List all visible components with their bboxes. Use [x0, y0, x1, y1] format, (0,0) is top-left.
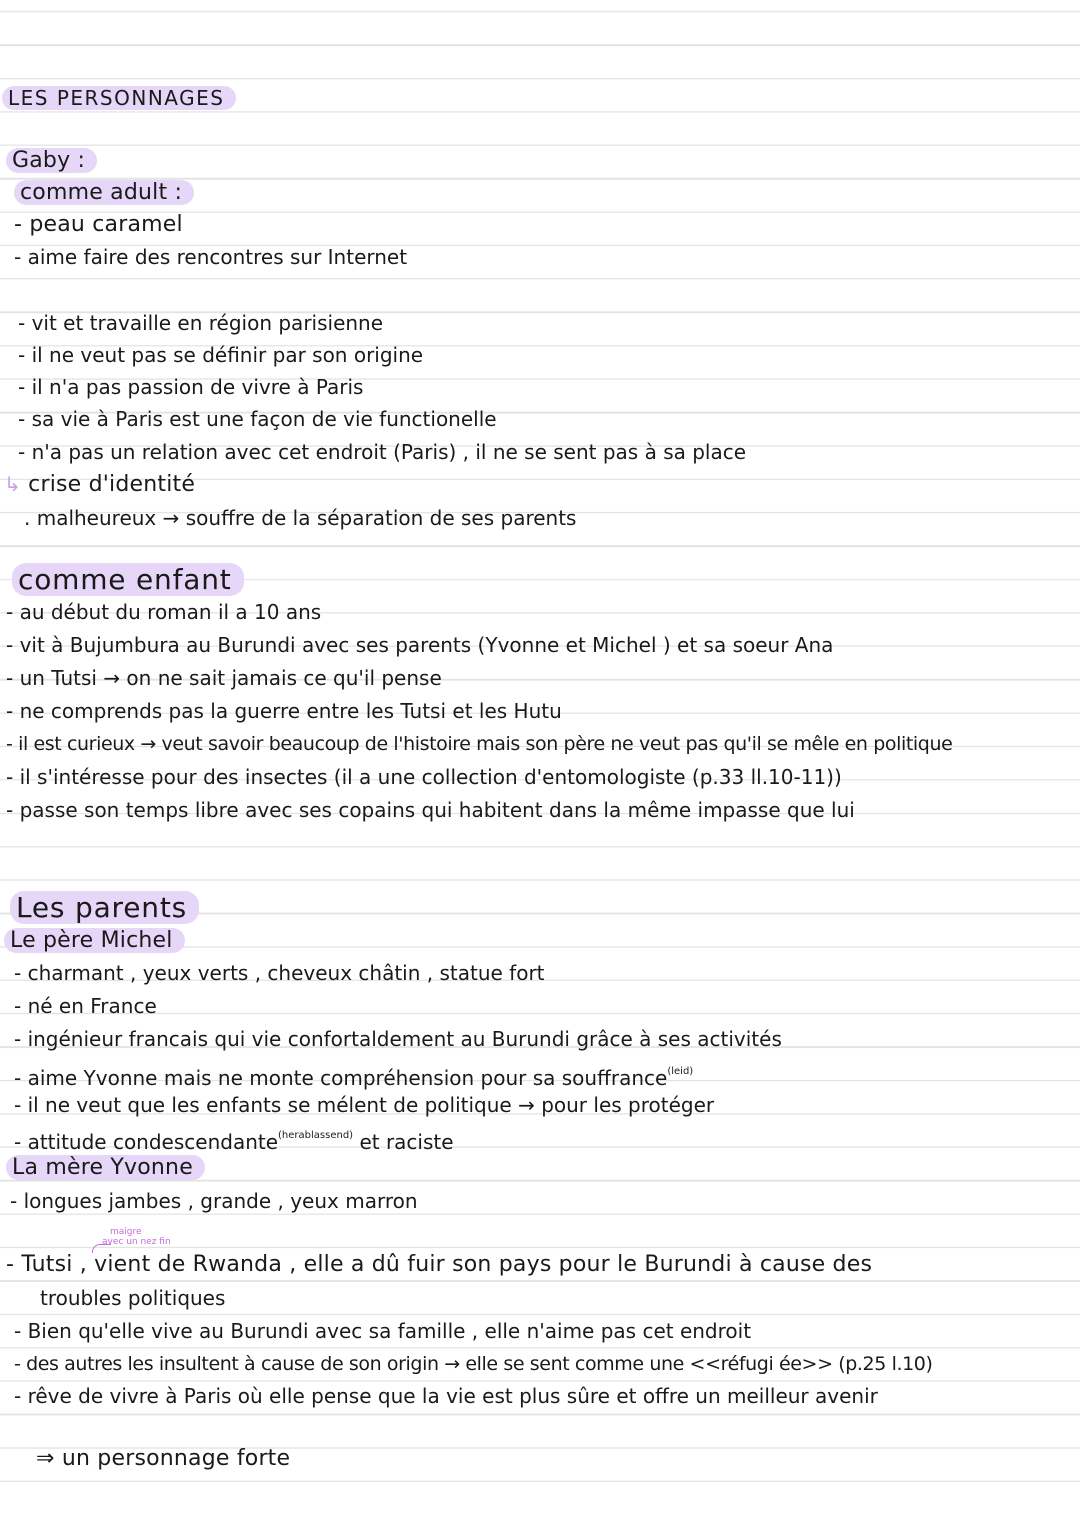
gaby-adult-item: - n'a pas un relation avec cet endroit (Paris) , il ne se sent pas à sa place [18, 440, 747, 464]
parents-heading: Les parents [10, 893, 199, 923]
gaby-child-heading: comme enfant [12, 565, 244, 595]
mother-item: - longues jambes , grande , yeux marron [10, 1189, 418, 1213]
conclusion: ⇒ un personnage forte [36, 1446, 291, 1471]
gaby-child-item: - au début du roman il a 10 ans [6, 600, 322, 624]
father-item: - ingénieur francais qui vie confortaldement au Burundi grâce à ses activités [14, 1027, 782, 1051]
gaby-child-item: - ne comprends pas la guerre entre les Tutsi et les Hutu [6, 699, 562, 723]
mother-item: - Tutsi , vient de Rwanda , elle a dû fuir son pays pour le Burundi à cause des [6, 1252, 873, 1277]
father-item: - charmant , yeux verts , cheveux châtin , statue fort [14, 961, 545, 985]
father-item: - il ne veut que les enfants se mélent de politique → pour les protéger [14, 1093, 715, 1117]
gaby-unhappy: . malheureux → souffre de la séparation de ses parents [24, 506, 577, 530]
mother-item: - rêve de vivre à Paris où elle pense que la vie est plus sûre et offre un meilleur avenir [14, 1384, 878, 1408]
mother-side-note: avec un nez fin [102, 1237, 171, 1247]
page-title: LES PERSONNAGES [2, 83, 236, 113]
mother-item: - des autres les insultent à cause de son origin → elle se sent comme une <<réfugi ée>> (p.25 l.10) [14, 1353, 933, 1375]
mother-heading: La mère Yvonne [6, 1153, 205, 1183]
mother-item: - Bien qu'elle vive au Burundi avec sa famille , elle n'aime pas cet endroit [14, 1319, 752, 1343]
gaby-crisis: crise d'identité [28, 472, 196, 497]
father-item: - né en France [14, 994, 157, 1018]
gaby-child-item: - un Tutsi → on ne sait jamais ce qu'il pense [6, 666, 442, 690]
gaby-adult-item: - aime faire des rencontres sur Internet [14, 245, 408, 269]
gaby-adult-item: - peau caramel [14, 212, 183, 237]
gaby-child-item: - il s'intéresse pour des insectes (il a une collection d'entomologiste (p.33 ll.10-11)) [6, 765, 842, 789]
gaby-adult-item: - il n'a pas passion de vivre à Paris [18, 375, 364, 399]
gaby-child-item: - il est curieux → veut savoir beaucoup de l'histoire mais son père ne veut pas qu'il se mêle en politique [6, 733, 953, 755]
father-item: - aime Yvonne mais ne monte compréhension pour sa souffrance$^{(leid)}$ [14, 1066, 694, 1090]
gaby-adult-item: - sa vie à Paris est une façon de vie functionelle [18, 407, 497, 431]
curved-arrow-icon: ↳ [4, 472, 21, 496]
father-item: - attitude condescendante$^{(herablassend)}$ et raciste [14, 1130, 454, 1154]
gaby-child-item: - vit à Bujumbura au Burundi avec ses parents (Yvonne et Michel ) et sa soeur Ana [6, 633, 834, 657]
gaby-heading: Gaby : [6, 146, 97, 176]
father-item-annotation: (leid) [667, 1066, 694, 1077]
gaby-adult-item: - vit et travaille en région parisienne [18, 311, 384, 335]
mother-side-note: maigre [110, 1227, 142, 1237]
gaby-crisis-line [4, 469, 195, 500]
mother-item: troubles politiques [40, 1286, 226, 1310]
father-item-annotation: (herablassend) [278, 1130, 354, 1141]
gaby-adult-item: - il ne veut pas se définir par son origine [18, 343, 424, 367]
gaby-adult-heading: comme adult : [14, 178, 194, 208]
gaby-child-item: - passe son temps libre avec ses copains qui habitent dans la même impasse que lui [6, 798, 855, 822]
father-heading: Le père Michel [4, 926, 185, 956]
